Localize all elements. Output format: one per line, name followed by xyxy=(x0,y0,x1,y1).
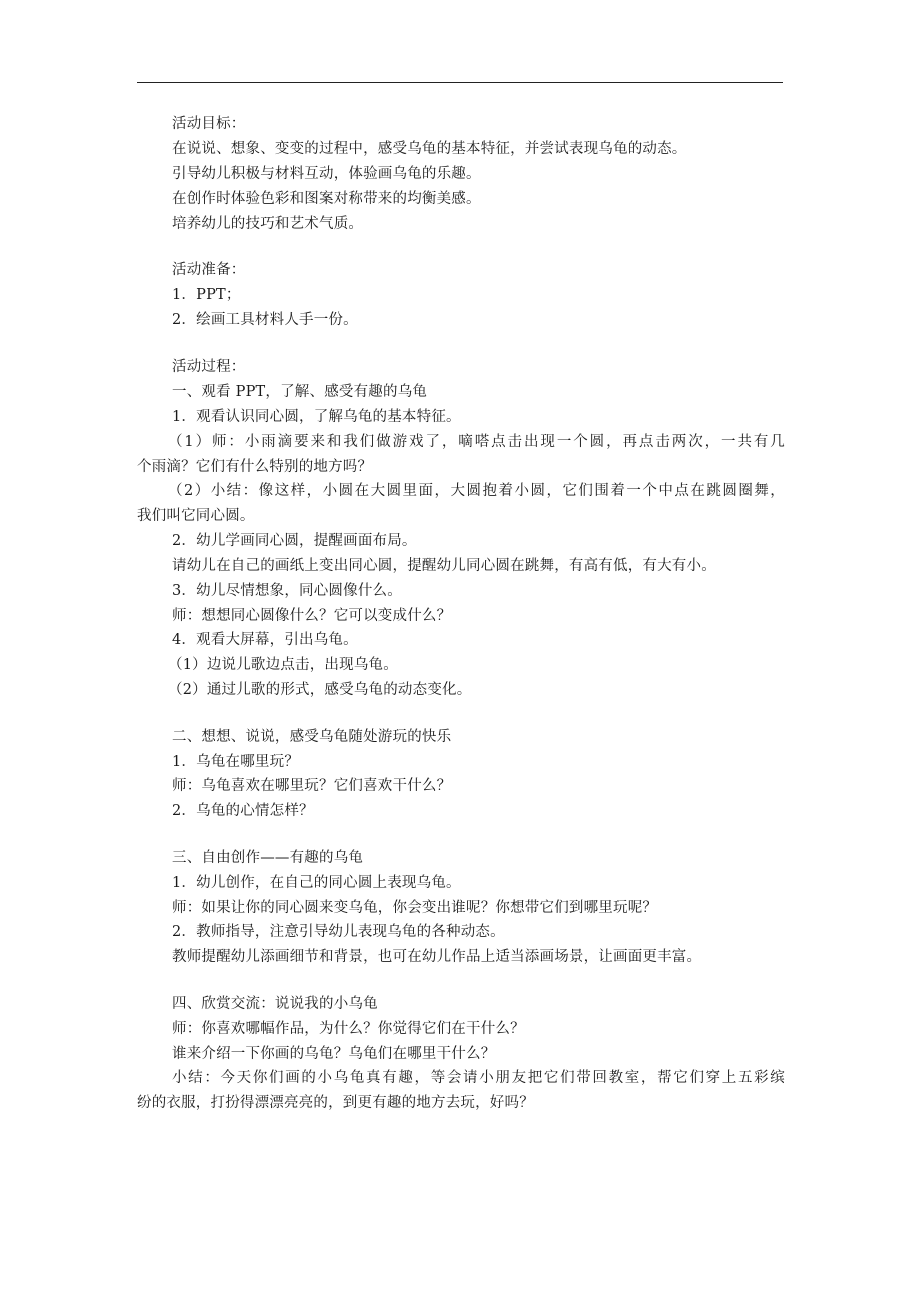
paragraph: 我们叫它同心圆。 xyxy=(137,508,255,524)
section-3-title: 三、自由创作——有趣的乌龟 xyxy=(172,850,364,866)
section-4-title: 四、欣赏交流：说说我的小乌龟 xyxy=(172,996,378,1012)
paragraph: 小结：今天你们画的小乌龟真有趣，等会请小朋友把它们带回教室，帮它们穿上五彩缤 xyxy=(172,1070,785,1086)
paragraph: （2）小结：像这样，小圆在大圆里面，大圆抱着小圆，它们围着一个中点在跳圆圈舞， xyxy=(168,483,785,499)
prep-item: 2．绘画工具材料人手一份。 xyxy=(172,312,358,328)
goals-heading: 活动目标： xyxy=(172,116,246,132)
paragraph: 个雨滴？它们有什么特别的地方吗？ xyxy=(137,459,373,475)
paragraph: 2．幼儿学画同心圆，提醒画面布局。 xyxy=(172,533,417,549)
paragraph: 师：如果让你的同心圆来变乌龟，你会变出谁呢？你想带它们到哪里玩呢？ xyxy=(172,900,658,916)
paragraph: 1．幼儿创作，在自己的同心圆上表现乌龟。 xyxy=(172,875,461,891)
goal-item: 在说说、想象、变变的过程中，感受乌龟的基本特征，并尝试表现乌龟的动态。 xyxy=(172,141,687,157)
paragraph: （1）边说儿歌边点击，出现乌龟。 xyxy=(168,657,398,673)
process-heading: 活动过程： xyxy=(172,359,246,375)
paragraph: 谁来介绍一下你画的乌龟？乌龟们在哪里干什么？ xyxy=(172,1046,496,1062)
prep-item: 1．PPT； xyxy=(172,287,241,303)
paragraph: 1．乌龟在哪里玩？ xyxy=(172,754,300,770)
goal-item: 引导幼儿积极与材料互动，体验画乌龟的乐趣。 xyxy=(172,166,481,182)
goal-item: 在创作时体验色彩和图案对称带来的均衡美感。 xyxy=(172,191,481,207)
paragraph: 师：想想同心圆像什么？它可以变成什么？ xyxy=(172,608,452,624)
section-2-title: 二、想想、说说，感受乌龟随处游玩的快乐 xyxy=(172,729,452,745)
paragraph: 1．观看认识同心圆，了解乌龟的基本特征。 xyxy=(172,409,461,425)
paragraph: 3．幼儿尽情想象，同心圆像什么。 xyxy=(172,583,402,599)
section-1-title: 一、观看 PPT，了解、感受有趣的乌龟 xyxy=(172,384,428,400)
goal-item: 培养幼儿的技巧和艺术气质。 xyxy=(172,216,364,232)
paragraph: 4．观看大屏幕，引出乌龟。 xyxy=(172,632,358,648)
paragraph: 纷的衣服，打扮得漂漂亮亮的，到更有趣的地方去玩，好吗？ xyxy=(137,1095,534,1111)
paragraph: 师：你喜欢哪幅作品，为什么？你觉得它们在干什么？ xyxy=(172,1021,525,1037)
paragraph: （1）师：小雨滴要来和我们做游戏了，嘀嗒点击出现一个圆，再点击两次，一共有几 xyxy=(168,434,785,450)
paragraph: 请幼儿在自己的画纸上变出同心圆，提醒幼儿同心圆在跳舞，有高有低，有大有小。 xyxy=(172,558,716,574)
paragraph: 2．教师指导，注意引导幼儿表现乌龟的各种动态。 xyxy=(172,924,505,940)
paragraph: 2．乌龟的心情怎样？ xyxy=(172,803,314,819)
paragraph: 师：乌龟喜欢在哪里玩？它们喜欢干什么？ xyxy=(172,778,452,794)
header-rule xyxy=(137,82,783,83)
paragraph: （2）通过儿歌的形式，感受乌龟的动态变化。 xyxy=(168,682,472,698)
paragraph: 教师提醒幼儿添画细节和背景，也可在幼儿作品上适当添画场景，让画面更丰富。 xyxy=(172,949,702,965)
prep-heading: 活动准备： xyxy=(172,262,246,278)
